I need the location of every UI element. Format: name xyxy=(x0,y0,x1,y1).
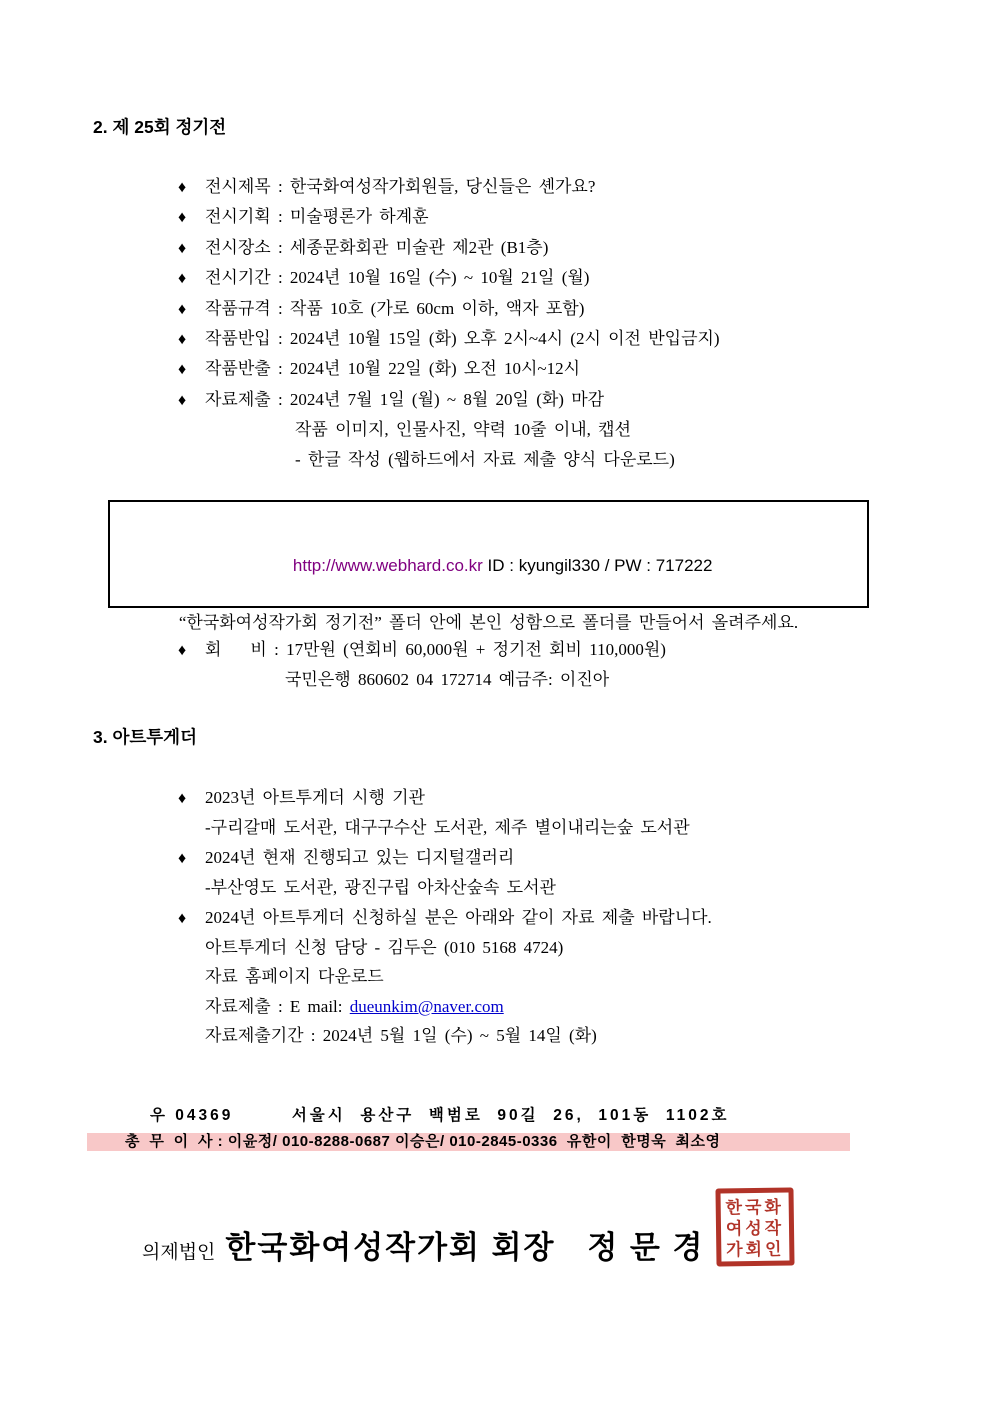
webhard-credentials-line xyxy=(110,524,867,608)
list-item-text: 2024년 현재 진행되고 있는 디지털갤러리 xyxy=(205,847,515,867)
list-item xyxy=(178,202,720,232)
signature-prefix: 의제법인 xyxy=(142,1242,216,1263)
list-item xyxy=(178,263,720,293)
fee-line xyxy=(178,635,666,665)
seal-row: 가회인 xyxy=(726,1239,785,1260)
list-item xyxy=(178,385,720,415)
seal-row: 한국화 xyxy=(725,1197,784,1218)
list-item-continuation: 작품 이미지, 인물사진, 약력 10줄 이내, 캡션 xyxy=(295,420,632,440)
diamond-bullet-icon: ♦ xyxy=(178,642,187,659)
list-item xyxy=(178,783,712,813)
list-item-text: 작품규격 : 작품 10호 (가로 60cm 이하, 액자 포함) xyxy=(205,298,585,318)
diamond-bullet-icon: ♦ xyxy=(178,790,187,807)
list-item-text: 전시기획 : 미술평론가 하계훈 xyxy=(205,207,429,227)
signature-name: 한국화여성작가회 회장 정 문 경 xyxy=(225,1230,705,1265)
email-link[interactable]: dueunkim@naver.com xyxy=(349,996,504,1016)
webhard-url: http://www.webhard.co.kr xyxy=(292,556,483,575)
diamond-bullet-icon: ♦ xyxy=(178,849,187,867)
submission-period-line: 자료제출기간 : 2024년 5월 1일 (수) ~ 5월 14일 (화) xyxy=(205,1026,597,1046)
section3-list xyxy=(178,783,712,1051)
contact-line: 아트투게더 신청 담당 - 김두은 (010 5168 4724) xyxy=(205,938,564,958)
diamond-bullet-icon: ♦ xyxy=(178,179,187,196)
list-item xyxy=(178,294,720,324)
list-item xyxy=(178,324,720,354)
fee-block xyxy=(178,635,666,695)
list-item-text: 전시기간 : 2024년 10월 16일 (수) ~ 10월 21일 (월) xyxy=(205,268,590,288)
diamond-bullet-icon: ♦ xyxy=(178,909,187,927)
list-item xyxy=(178,843,712,873)
diamond-bullet-icon: ♦ xyxy=(178,239,187,257)
diamond-bullet-icon: ♦ xyxy=(178,331,187,349)
list-item xyxy=(178,172,720,202)
section3-title: 3. 아트투게더 xyxy=(93,727,197,747)
list-item xyxy=(178,903,712,933)
list-item-text: 작품반출 : 2024년 10월 22일 (화) 오전 10시~12시 xyxy=(205,359,581,379)
list-item-continuation: - 한글 작성 (웹하드에서 자료 제출 양식 다운로드) xyxy=(295,449,675,469)
list-item-text: 2023년 아트투게더 시행 기관 xyxy=(205,788,425,807)
association-seal-stamp xyxy=(715,1187,794,1266)
list-item-text: 자료제출 : 2024년 7월 1일 (월) ~ 8월 20일 (화) 마감 xyxy=(205,389,605,409)
list-item-text: 2024년 아트투게더 신청하실 분은 아래와 같이 자료 제출 바랍니다. xyxy=(205,907,712,927)
list-item-text: 전시제목 : 한국화여성작가회원들, 당신들은 셴가요? xyxy=(205,177,596,196)
fee-text: 회 비 : 17만원 (연회비 60,000원 + 정기전 회비 110,000원) xyxy=(205,640,666,659)
section2-title: 2. 제 25회 정기전 xyxy=(93,117,227,137)
footer-address: 우 04369 서울시 용산구 백범로 90길 26, 101동 1102호 xyxy=(150,1107,730,1124)
list-item-continuation: -구리갈매 도서관, 대구구수산 도서관, 제주 별이내리는숲 도서관 xyxy=(205,818,690,838)
webhard-id-pw: ID : kyungil330 / PW : 717222 xyxy=(482,556,713,575)
email-line xyxy=(178,992,712,1021)
bank-account-line: 국민은행 860602 04 172714 예금주: 이진아 xyxy=(285,670,610,690)
diamond-bullet-icon: ♦ xyxy=(178,209,187,227)
email-line-prefix: 자료제출 : E mail: xyxy=(205,996,350,1016)
list-item xyxy=(178,233,720,263)
list-item xyxy=(178,354,720,384)
webhard-note: “한국화여성작가회 정기전” 폴더 안에 본인 성함으로 폴더를 만들어서 올려주세요. xyxy=(178,613,799,632)
diamond-bullet-icon: ♦ xyxy=(178,391,187,409)
list-item-continuation: -부산영도 도서관, 광진구립 아차산숲속 도서관 xyxy=(205,878,556,898)
diamond-bullet-icon: ♦ xyxy=(178,300,187,318)
seal-row: 여성작 xyxy=(725,1218,785,1239)
list-item-text: 전시장소 : 세종문화회관 미술관 제2관 (B1층) xyxy=(205,237,549,257)
diamond-bullet-icon: ♦ xyxy=(178,361,187,379)
section2-list xyxy=(178,172,720,474)
download-line: 자료 홈페이지 다운로드 xyxy=(205,967,384,987)
diamond-bullet-icon: ♦ xyxy=(178,270,187,288)
webhard-info-box xyxy=(108,500,869,632)
signature-line xyxy=(142,1222,704,1267)
list-item-text: 작품반입 : 2024년 10월 15일 (화) 오후 2시~4시 (2시 이전 반입금지) xyxy=(205,329,720,349)
footer-staff-bar: 총 무 이 사 : 이윤정/ 010-8288-0687 이승은/ 010-2845-0336 유한이 한명욱 최소영 xyxy=(87,1133,850,1151)
